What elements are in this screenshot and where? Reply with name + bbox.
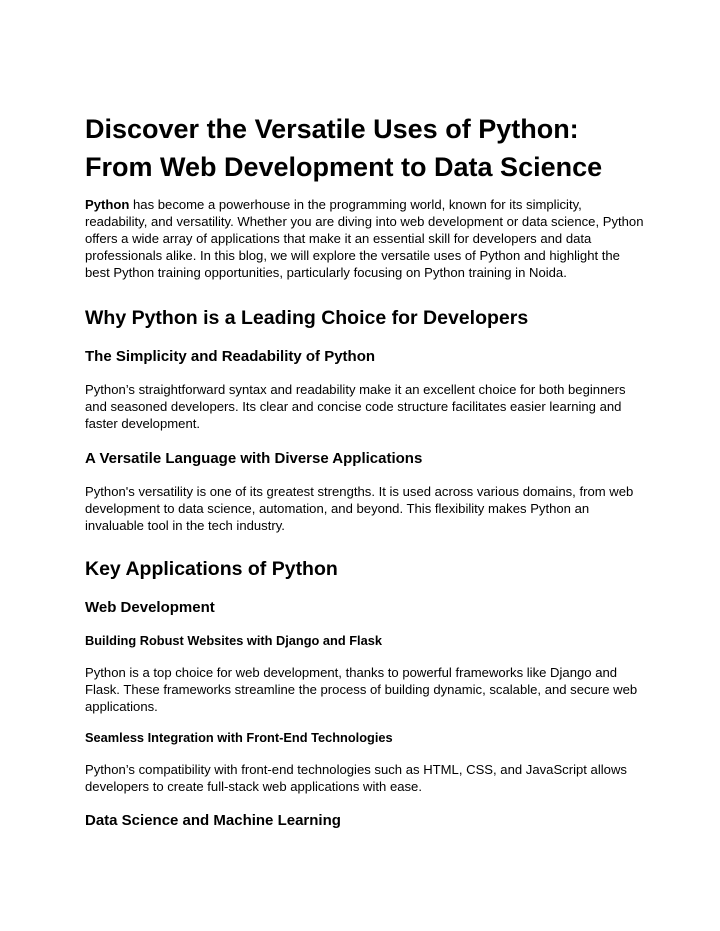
intro-bold-lead: Python [85, 197, 130, 212]
page-title: Discover the Versatile Uses of Python: From Web Development to Data Science [85, 114, 603, 182]
subheading-simplicity: The Simplicity and Readability of Python [85, 348, 376, 365]
paragraph-versatile: Python's versatility is one of its greatest strengths. It is used across various domains, from web development to data science, automation, and beyond. This flexibility makes Python an invaluable tool in the tech industry. [85, 484, 634, 533]
paragraph-front-end: Python’s compatibility with front-end technologies such as HTML, CSS, and JavaScript allows developers to create full-stack web applications with ease. [85, 762, 627, 794]
subheading-versatile: A Versatile Language with Diverse Applications [85, 450, 423, 467]
section-heading-key-applications: Key Applications of Python [85, 558, 338, 580]
intro-text: has become a powerhouse in the programming world, known for its simplicity, readability, and versatility. Whether you are diving into web development or data science, Python offers a wide array of applications that make it an essential skill for developers and data professionals alike. In this blog, we will explore the versatile uses of Python and highlight the best Python training opportunities, particularly focusing on Python training in Noida. [85, 197, 644, 280]
subheading-web-development: Web Development [85, 599, 215, 616]
subsubheading-front-end: Seamless Integration with Front-End Technologies [85, 730, 393, 745]
subsubheading-django-flask: Building Robust Websites with Django and Flask [85, 633, 382, 648]
section-heading-why-python: Why Python is a Leading Choice for Developers [85, 307, 529, 329]
subheading-data-science: Data Science and Machine Learning [85, 812, 341, 829]
paragraph-django-flask: Python is a top choice for web development, thanks to powerful frameworks like Django and Flask. These frameworks streamline the process of building dynamic, scalable, and secure web applications. [85, 665, 638, 714]
intro-paragraph [85, 196, 645, 281]
paragraph-simplicity: Python’s straightforward syntax and readability make it an excellent choice for both beginners and seasoned developers. Its clear and concise code structure facilitates easier learning and faster development. [85, 382, 626, 431]
